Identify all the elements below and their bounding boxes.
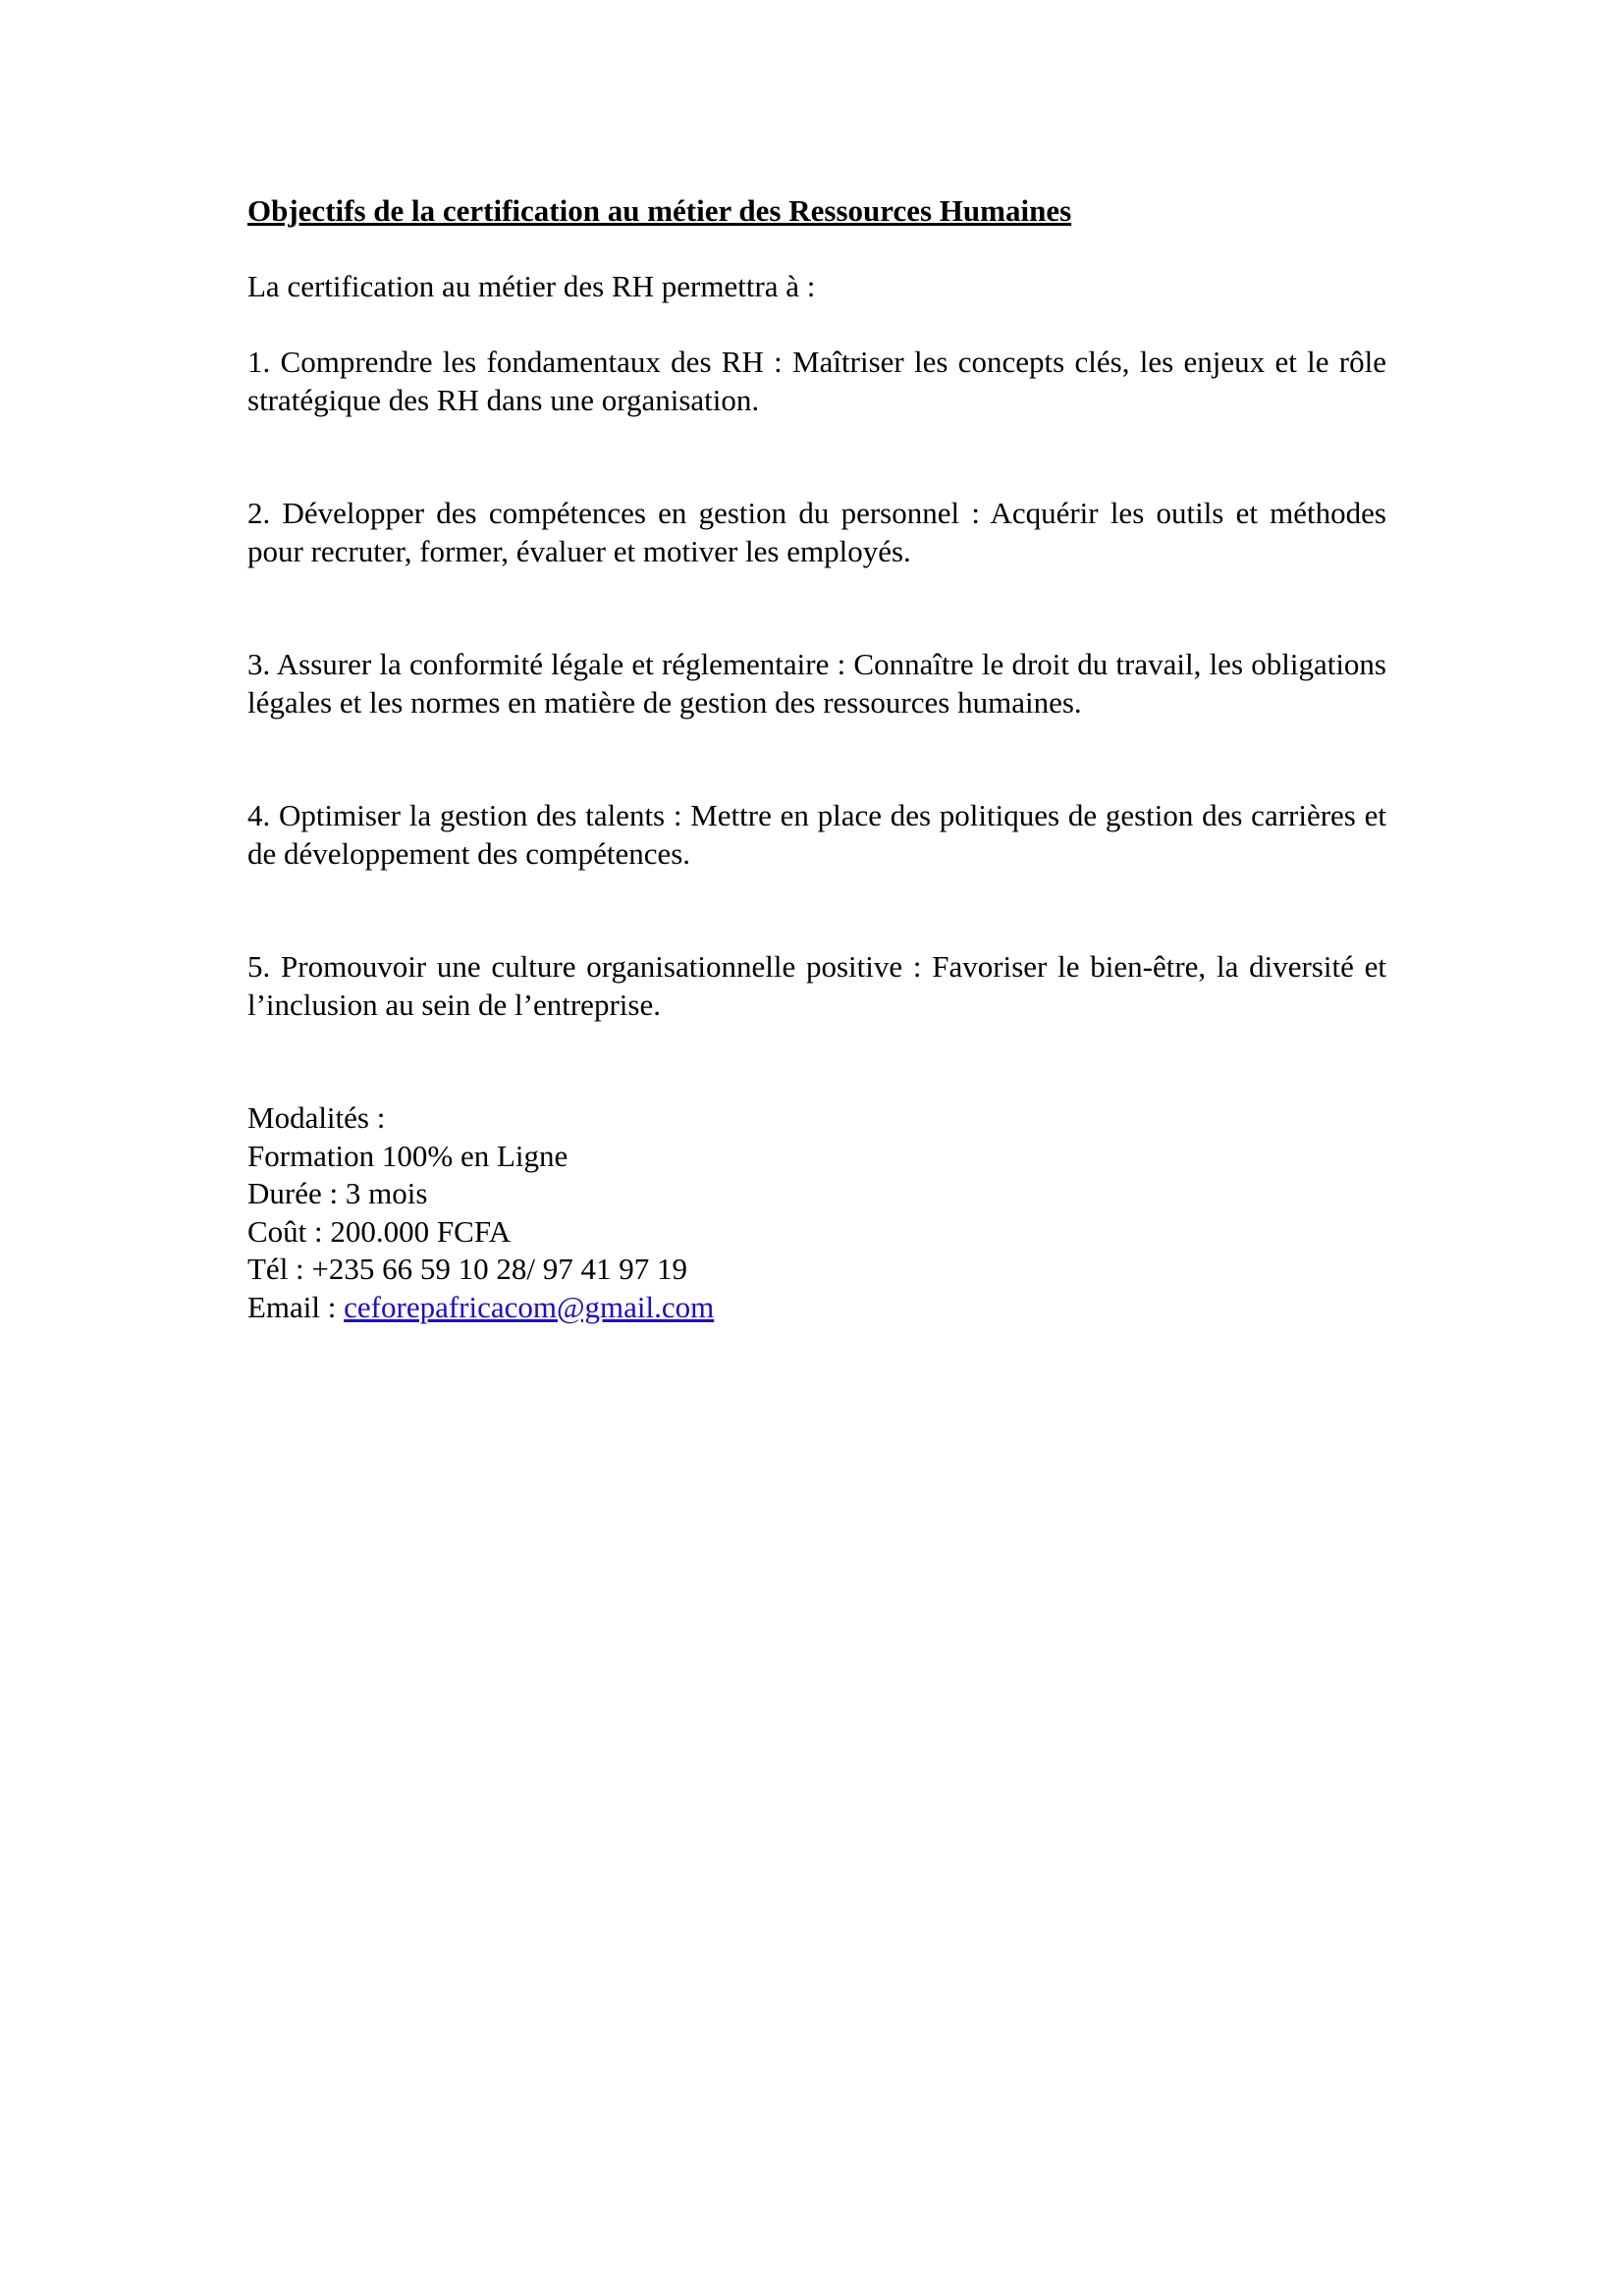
modality-phone: Tél : +235 66 59 10 28/ 97 41 97 19 [247, 1252, 688, 1286]
objective-item: 3. Assurer la conformité légale et réglementaire : Connaître le droit du travail, les obligations légales et les normes en matière de gestion des ressources humaines. [247, 647, 1386, 720]
modality-cost: Coût : 200.000 FCFA [247, 1213, 512, 1249]
objective-item: 5. Promouvoir une culture organisationnelle positive : Favoriser le bien-être, la diversité et l’inclusion au sein de l’entreprise. [247, 949, 1386, 1022]
objective-item: 1. Comprendre les fondamentaux des RH : Maîtriser les concepts clés, les enjeux et le rôle stratégique des RH dans une organisation. [247, 345, 1386, 417]
document-page [247, 192, 1386, 1326]
objective-item: 4. Optimiser la gestion des talents : Mettre en place des politiques de gestion des carrières et de développement des compétences. [247, 798, 1386, 871]
email-label: Email : [247, 1289, 345, 1324]
modalities-block [247, 1099, 1386, 1326]
document-title: Objectifs de la certification au métier des Ressources Humaines [247, 193, 1072, 228]
objective-item: 2. Développer des compétences en gestion du personnel : Acquérir les outils et méthodes pour recruter, former, évaluer et motiver les employés. [247, 496, 1386, 568]
modality-email-line [247, 1289, 1386, 1327]
modalities-heading: Modalités : [247, 1100, 386, 1135]
email-link[interactable]: ceforepafricacom@gmail.com [344, 1289, 715, 1324]
modality-format: Formation 100% en Ligne [247, 1138, 568, 1173]
modality-duration: Durée : 3 mois [247, 1176, 428, 1210]
intro-text: La certification au métier des RH permettra à : [247, 268, 816, 303]
